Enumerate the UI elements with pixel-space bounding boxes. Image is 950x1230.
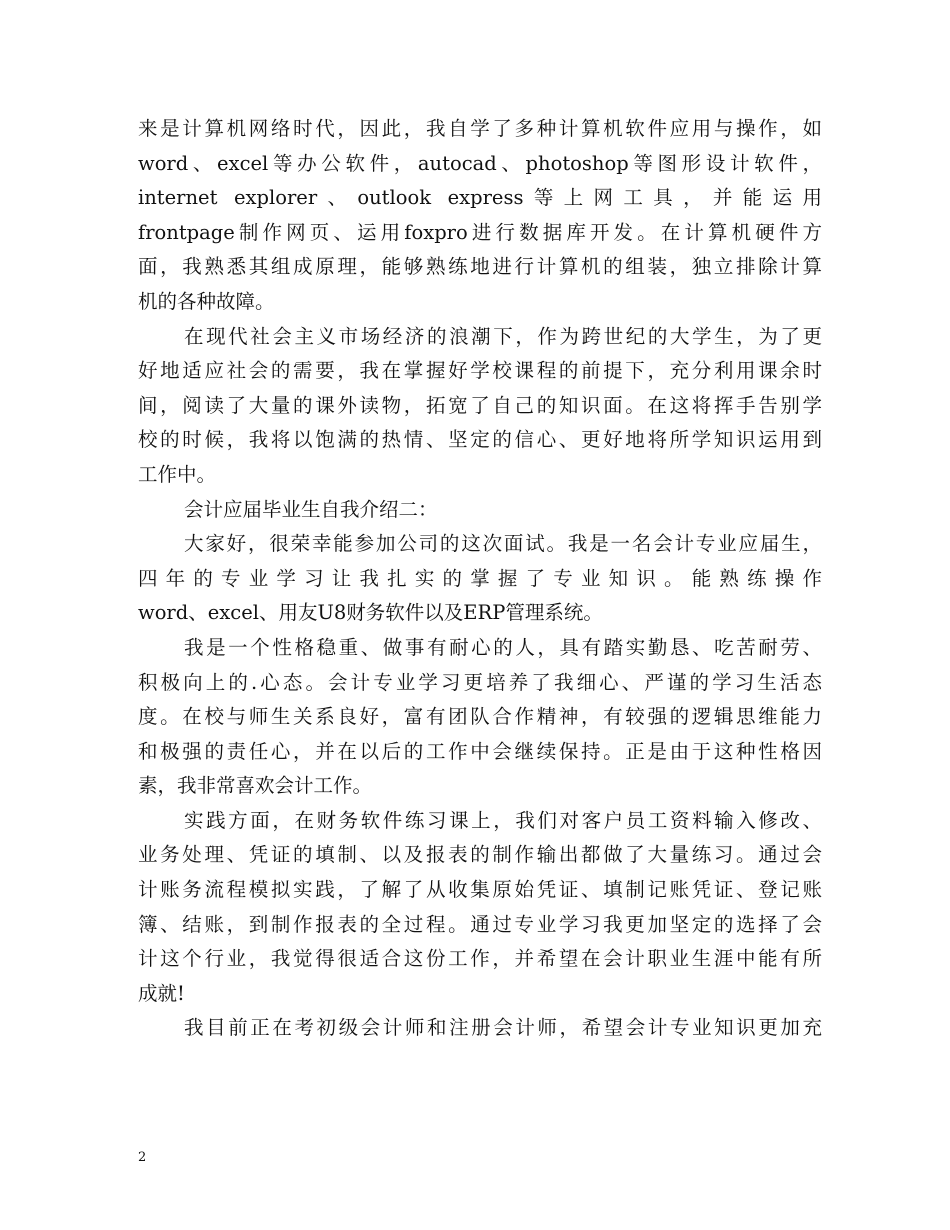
text-line: 我目前正在考初级会计师和注册会计师，希望会计专业知识更加充	[184, 1016, 822, 1040]
text-line: 簿、结账，到制作报表的全过程。通过专业学习我更加坚定的选择了会	[138, 912, 822, 936]
text-line: word、excel等办公软件，autocad、photoshop等图形设计软件，	[138, 151, 822, 175]
text-line: 大家好，很荣幸能参加公司的这次面试。我是一名会计专业应届生，	[184, 532, 822, 556]
text-line: 面，我熟悉其组成原理，能够熟练地进行计算机的组装，独立排除计算	[138, 255, 822, 279]
text-line: 在现代社会主义市场经济的浪潮下，作为跨世纪的大学生，为了更	[184, 324, 822, 348]
text-line: 成就!	[138, 981, 185, 1005]
text-line: 我是一个性格稳重、做事有耐心的人，具有踏实勤恳、吃苦耐劳、	[184, 635, 822, 659]
text-line: 间，阅读了大量的课外读物，拓宽了自己的知识面。在这将挥手告别学	[138, 393, 822, 417]
text-line: 实践方面，在财务软件练习课上，我们对客户员工资料输入修改、	[184, 808, 822, 832]
text-line: internet explorer、outlook express等上网工具，并能运用	[138, 186, 822, 210]
page-number: 2	[138, 1150, 147, 1165]
text-line: 工作中。	[138, 462, 217, 486]
text-line: 和极强的责任心，并在以后的工作中会继续保持。正是由于这种性格因	[138, 739, 822, 763]
text-line: 积极向上的.心态。会计专业学习更培养了我细心、严谨的学习生活态	[138, 670, 822, 694]
document-body	[138, 112, 822, 1046]
section-heading: 会计应届毕业生自我介绍二：	[184, 497, 438, 521]
text-line: 校的时候，我将以饱满的热情、坚定的信心、更好地将所学知识运用到	[138, 428, 822, 452]
text-line: 素，我非常喜欢会计工作。	[138, 774, 373, 798]
text-line: 好地适应社会的需要，我在掌握好学校课程的前提下，充分利用课余时	[138, 359, 822, 383]
text-line: frontpage制作网页、运用foxpro进行数据库开发。在计算机硬件方	[138, 220, 822, 244]
text-line: 四年的专业学习让我扎实的掌握了专业知识。能熟练操作	[138, 566, 822, 590]
text-line: 计这个行业，我觉得很适合这份工作，并希望在会计职业生涯中能有所	[138, 947, 822, 971]
text-line: 计账务流程模拟实践，了解了从收集原始凭证、填制记账凭证、登记账	[138, 878, 822, 902]
text-line: 度。在校与师生关系良好，富有团队合作精神，有较强的逻辑思维能力	[138, 705, 822, 729]
text-line: 机的各种故障。	[138, 289, 275, 313]
text-line: 来是计算机网络时代，因此，我自学了多种计算机软件应用与操作，如	[138, 117, 822, 140]
text-line: 业务处理、凭证的填制、以及报表的制作输出都做了大量练习。通过会	[138, 843, 822, 867]
text-line: word、excel、用友U8财务软件以及ERP管理系统。	[138, 601, 603, 625]
